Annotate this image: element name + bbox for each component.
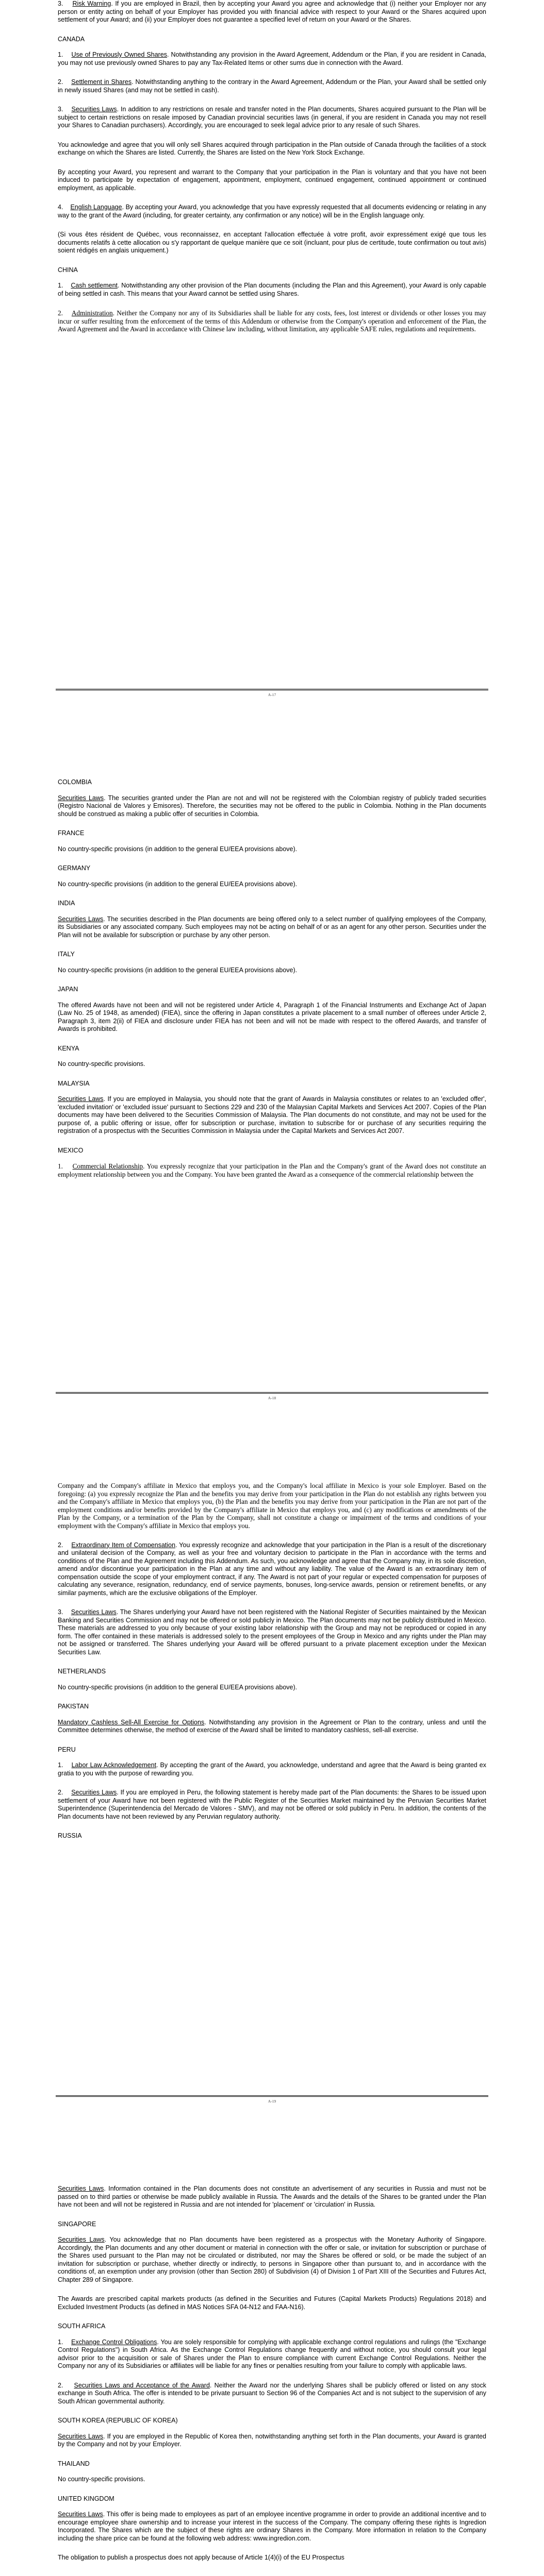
section-heading-peru: PERU bbox=[58, 1745, 76, 1753]
paragraph: The Awards are prescribed capital markets products (as defined in the Securities and Futures (Capital Markets Products) Regulations 2018) and Excluded Investment Products (as defined in MAS Notices SFA 04-N12 and FAA-N16). bbox=[58, 2295, 486, 2311]
paragraph: No country-specific provisions (in addition to the general EU/EEA provisions above). bbox=[58, 880, 298, 888]
paragraph: Securities Laws. If you are employed in Malaysia, you should note that the grant of Awards in Malaysia constitutes or relates to an 'excluded offer', 'excluded invitation' or 'excluded issue' pursuant to Sections 229 and 230 of the Malaysian Capital Markets and Services Act 2007. Copies of the Plan documents may have been delivered to the Securities Commission of Malaysia. The Plan documents do not constitute, and may not be used for the purpose of, a public offering or issue, offer for subscription or purchase, invitation to subscribe for or purchase of any securities requiring the registration of a prospectus with the Securities Commission in Malaysia under the Capital Markets and Services Act 2007. bbox=[58, 1095, 486, 1134]
paragraph: The obligation to publish a prospectus does not apply because of Article 1(4)(i) of the EU Prospectus bbox=[58, 2554, 344, 2561]
paragraph: Securities Laws. If you are employed in the Republic of Korea then, notwithstanding anything set forth in the Plan documents, your Award is granted by the Company and not by your Employer. bbox=[58, 2432, 486, 2448]
paragraph: 1. Cash settlement. Notwithstanding any other provision of the Plan documents (including the Plan and this Agreement), your Award is only capable of being settled in cash. This means that your Award cannot be settled using Shares. bbox=[58, 282, 486, 297]
section-heading-united-kingdom: UNITED KINGDOM bbox=[58, 2495, 114, 2502]
paragraph: 4. English Language. By accepting your Award, you acknowledge that you have expressly requested that all documents evidencing or relating in any way to the grant of the Award (including, for greater certainty, any confirmation or any notice) will be in the English language only. bbox=[58, 204, 486, 219]
paragraph: No country-specific provisions (in addition to the general EU/EEA provisions above). bbox=[58, 845, 298, 853]
section-heading-pakistan: PAKISTAN bbox=[58, 1703, 89, 1710]
paragraph: 3. Securities Laws. In addition to any restrictions on resale and transfer noted in the Plan documents, Shares acquired pursuant to the Plan will be subject to certain restrictions on resale imposed by Canadian provincial securities laws (in general, if you are resident in Canada you may not resell your Shares to Canadian purchasers). Accordingly, you are encouraged to seek legal advice prior to any resale of such Shares. bbox=[58, 106, 486, 129]
paragraph: By accepting your Award, you represent and warrant to the Company that your participation in the Plan is voluntary and that you have not been induced to participate by expectation of engagement, appointment, employment, continued engagement, continued appointment or continued employment, as applicable. bbox=[58, 168, 486, 192]
paragraph: 1. Use of Previously Owned Shares. Notwithstanding any provision in the Award Agreement, Addendum or the Plan, if you are resident in Canada, you may not use previously owned Shares to pay any Tax-Related Items or other sums due in connection with the Award. bbox=[58, 51, 486, 66]
document-page bbox=[0, 1406, 544, 2110]
section-heading-canada: CANADA bbox=[58, 35, 85, 43]
section-heading-china: CHINA bbox=[58, 266, 78, 274]
section-heading-germany: GERMANY bbox=[58, 865, 91, 872]
paragraph: 2. Settlement in Shares. Notwithstanding anything to the contrary in the Award Agreement, Addendum or the Plan, your Award shall be settled only in newly issued Shares (and may not be settled in cash). bbox=[58, 78, 486, 94]
section-heading-malaysia: MALAYSIA bbox=[58, 1079, 90, 1087]
section-heading-russia: RUSSIA bbox=[58, 1832, 82, 1840]
section-heading-india: INDIA bbox=[58, 900, 75, 907]
paragraph: 3. Risk Warning. If you are employed in Brazil, then by accepting your Award you agree and acknowledge that (i) neither your Employer nor any person or entity acting on behalf of your Employer has provided you with financial advice with respect to your Award or the Shares acquired upon settlement of your Award; and (ii) your Employer does not guarantee a specified level of return on your Award or the Shares. bbox=[58, 0, 486, 23]
paragraph: The offered Awards have not been and will not be registered under Article 4, Paragraph 1 of the Financial Instruments and Exchange Act of Japan (Law No. 25 of 1948, as amended) (FIEA), since the offering in Japan constitutes a private placement to a small number of offerees under Article 2, Paragraph 3, item 2(ii) of FIEA and disclosure under FIEA has not been and will not be made with respect to the offered Awards, and transfer of Awards is prohibited. bbox=[58, 1001, 486, 1032]
paragraph: No country-specific provisions (in addition to the general EU/EEA provisions above). bbox=[58, 966, 298, 974]
document-page bbox=[0, 703, 544, 1406]
page-number: A-19 bbox=[56, 2095, 488, 2104]
paragraph: No country-specific provisions (in addition to the general EU/EEA provisions above). bbox=[58, 1683, 298, 1691]
paragraph: 2. Extraordinary Item of Compensation. You expressly recognize and acknowledge that your participation in the Plan is a result of the discretionary and unilateral decision of the Company, as well as your free and voluntary decision to participate in the Plan in accordance with the terms and conditions of the Plan and the Agreement including this Addendum. As such, you acknowledge and agree that the Company may, in its sole discretion, amend and/or discontinue your participation in the Plan at any time and without any liability. The value of the Award is an extraordinary item of compensation outside the scope of your employment contract, if any. The Award is not part of your regular or expected compensation for purposes of calculating any severance, resignation, redundancy, end of service payments, bonuses, long-service awards, pension or retirement benefits, or any similar payments, which are the exclusive obligations of the Employer. bbox=[58, 1541, 486, 1597]
document-page bbox=[0, 0, 544, 703]
paragraph: Securities Laws. The securities described in the Plan documents are being offered only to a select number of qualifying employees of the Company, its Subsidiaries or any associated company. Such employees may not be acting on behalf of or as an agent for any other person. Securities under the Plan will not be available for subscription or purchase by any other person. bbox=[58, 915, 486, 939]
paragraph: Securities Laws. The securities granted under the Plan are not and will not be registered with the Colombian registry of publicly traded securities (Registro Nacional de Valores y Emisores). Therefore, the securities may not be offered to the public in Colombia. Nothing in the Plan documents should be construed as making a public offer of securities in Colombia. bbox=[58, 794, 487, 818]
section-heading-south-africa: SOUTH AFRICA bbox=[58, 2323, 106, 2330]
paragraph: No country-specific provisions. bbox=[58, 1060, 145, 1067]
section-heading-japan: JAPAN bbox=[58, 986, 78, 993]
paragraph: 1. Commercial Relationship. You expressly recognize that your participation in the Plan and the Company's grant of the Award does not constitute an employment relationship between you and the Company. You have been granted the Award as a consequence of the commercial relationship between the bbox=[58, 1162, 486, 1178]
paragraph: 1. Exchange Control Obligations. You are solely responsible for complying with applicable exchange control regulations and rulings (the "Exchange Control Regulations") in South Africa. As the Exchange Control Regulations change frequently and without notice, you should consult your legal advisor prior to the acquisition or sale of Shares under the Plan to ensure compliance with current Exchange Control Regulations. Neither the Company nor any of its Subsidiaries or affiliates will be liable for any fines or penalties resulting from your failure to comply with applicable laws. bbox=[58, 2338, 487, 2369]
paragraph: 1. Labor Law Acknowledgement. By accepting the grant of the Award, you acknowledge, understand and agree that the Award is being granted ex gratia to you with the purpose of rewarding you. bbox=[58, 1761, 486, 1777]
section-heading-netherlands: NETHERLANDS bbox=[58, 1668, 106, 1675]
section-heading-south-korea: SOUTH KOREA (REPUBLIC OF KOREA) bbox=[58, 2417, 178, 2424]
paragraph: No country-specific provisions. bbox=[58, 2476, 145, 2483]
section-heading-france: FRANCE bbox=[58, 829, 85, 837]
section-heading-kenya: KENYA bbox=[58, 1044, 79, 1052]
document-page bbox=[0, 2110, 544, 2576]
paragraph: Mandatory Cashless Sell-All Exercise for Options. Notwithstanding any provision in the Agreement or Plan to the contrary, unless and until the Committee determines otherwise, the method of exercise of the Award shall be limited to mandatory cashless, sell-all exercise. bbox=[58, 1718, 486, 1734]
section-heading-singapore: SINGAPORE bbox=[58, 2220, 96, 2228]
section-heading-italy: ITALY bbox=[58, 951, 75, 958]
paragraph: 2. Securities Laws. If you are employed in Peru, the following statement is hereby made part of the Plan documents: the Shares to be issued upon settlement of your Award have not been registered with the Public Register of the Securities Market maintained by the Peruvian Securities Market Superintendence (Superintendencia del Mercado de Valores - SMV), and may not be offered or sold publicly in Peru. In addition, the contents of the Plan documents have not been reviewed by any Peruvian regulatory authority. bbox=[58, 1789, 486, 1820]
paragraph: Securities Laws. This offer is being made to employees as part of an employee incentive programme in order to provide an additional incentive and to encourage employee share ownership and to increase your interest in the success of the Company. The company offering these rights is Ingredion Incorporated. The Shares which are the subject of these rights are ordinary Shares in the Company. More information in relation to the Company including the share price can be found at the following web address: www.ingredion.com. bbox=[58, 2511, 486, 2542]
paragraph: 3. Securities Laws. The Shares underlying your Award have not been registered with the National Register of Securities maintained by the Mexican Banking and Securities Commission and may not be offered or sold publicly in Mexico. The Plan documents may not be publicly distributed in Mexico. These materials are addressed to you only because of your existing labor relationship with the Group and may not be reproduced or copied in any form. The offer contained in these materials is addressed solely to the present employees of the Group in Mexico and any rights under the Plan may not be assigned or transferred. The Shares underlying your Award will be offered pursuant to a private placement exception under the Mexican Securities Law. bbox=[58, 1608, 486, 1656]
paragraph: Securities Laws. You acknowledge that no Plan documents have been registered as a prospectus with the Monetary Authority of Singapore. Accordingly, the Plan documents and any other document or material in connection with the offer or sale, or invitation for subscription or purchase of the Shares used pursuant to the Plan may not be circulated or distributed, nor may the Shares be offered or sold, or be made the subject of an invitation for subscription or purchase, whether directly or indirectly, to persons in Singapore other than pursuant to, and in accordance with the conditions of, an exemption under any provision (other than Section 280) of Subdivision (4) of Division 1 of Part XIII of the Securities and Futures Act, Chapter 289 of Singapore. bbox=[58, 2236, 486, 2283]
paragraph: 2. Securities Laws and Acceptance of the Award. Neither the Award nor the underlying Shares shall be publicly offered or listed on any stock exchange in South Africa. The offer is intended to be private pursuant to Section 96 of the Companies Act and is not subject to the supervision of any South African governmental authority. bbox=[58, 2381, 486, 2405]
section-heading-mexico: MEXICO bbox=[58, 1146, 84, 1154]
page-number: A-18 bbox=[56, 1392, 488, 1400]
section-heading-thailand: THAILAND bbox=[58, 2460, 90, 2467]
section-heading-colombia: COLOMBIA bbox=[58, 778, 92, 786]
page-number: A-17 bbox=[56, 689, 488, 697]
paragraph: (Si vous êtes résident de Québec, vous reconnaissez, en acceptant l'allocation effectuée à votre profit, avoir expressément exigé que tous les documents relatifs à cette allocation ou s'y rapportant de quelque manière que ce soit (incluant, pour plus de certitude, toute confirmation ou tout avis) soient rédigés en anglais uniquement.) bbox=[58, 231, 486, 254]
paragraph: You acknowledge and agree that you will only sell Shares acquired through participation in the Plan outside of Canada through the facilities of a stock exchange on which the Shares are listed. Currently, the Shares are listed on the New York Stock Exchange. bbox=[58, 141, 486, 156]
paragraph: Securities Laws. Information contained in the Plan documents does not constitute an advertisement of any securities in Russia and must not be passed on to third parties or otherwise be made publicly available in Russia. The Awards and the details of the Shares to be granted under the Plan have not been and will not be registered in Russia and are not intended for 'placement' or 'circulation' in Russia. bbox=[58, 2185, 486, 2208]
paragraph: 2. Administration. Neither the Company nor any of its Subsidiaries shall be liable for any costs, fees, lost interest or dividends or other losses you may incur or suffer resulting from the enforcement of the terms of this Addendum or otherwise from the Company's operation and enforcement of the Plan, the Award Agreement and the Award in accordance with Chinese law including, without limitation, any applicable SAFE rules, regulations and requirements. bbox=[58, 309, 486, 333]
paragraph: Company and the Company's affiliate in Mexico that employs you, and the Company's local affiliate in Mexico is your sole Employer. Based on the foregoing: (a) you expressly recognize the Plan and the benefits you may derive from your participation in the Plan do not establish any rights between you and the Company's affiliate in Mexico that employs you, (b) the Plan and the benefits you may derive from your participation in the Plan are not part of the employment conditions and/or benefits provided by the Company's affiliate in Mexico that employs you, and (c) any modifications or amendments of the Plan by the Company, or a termination of the Plan by the Company, shall not constitute a change or impairment of the terms and conditions of your employment with the Company's affiliate in Mexico that employs you. bbox=[58, 1482, 486, 1530]
